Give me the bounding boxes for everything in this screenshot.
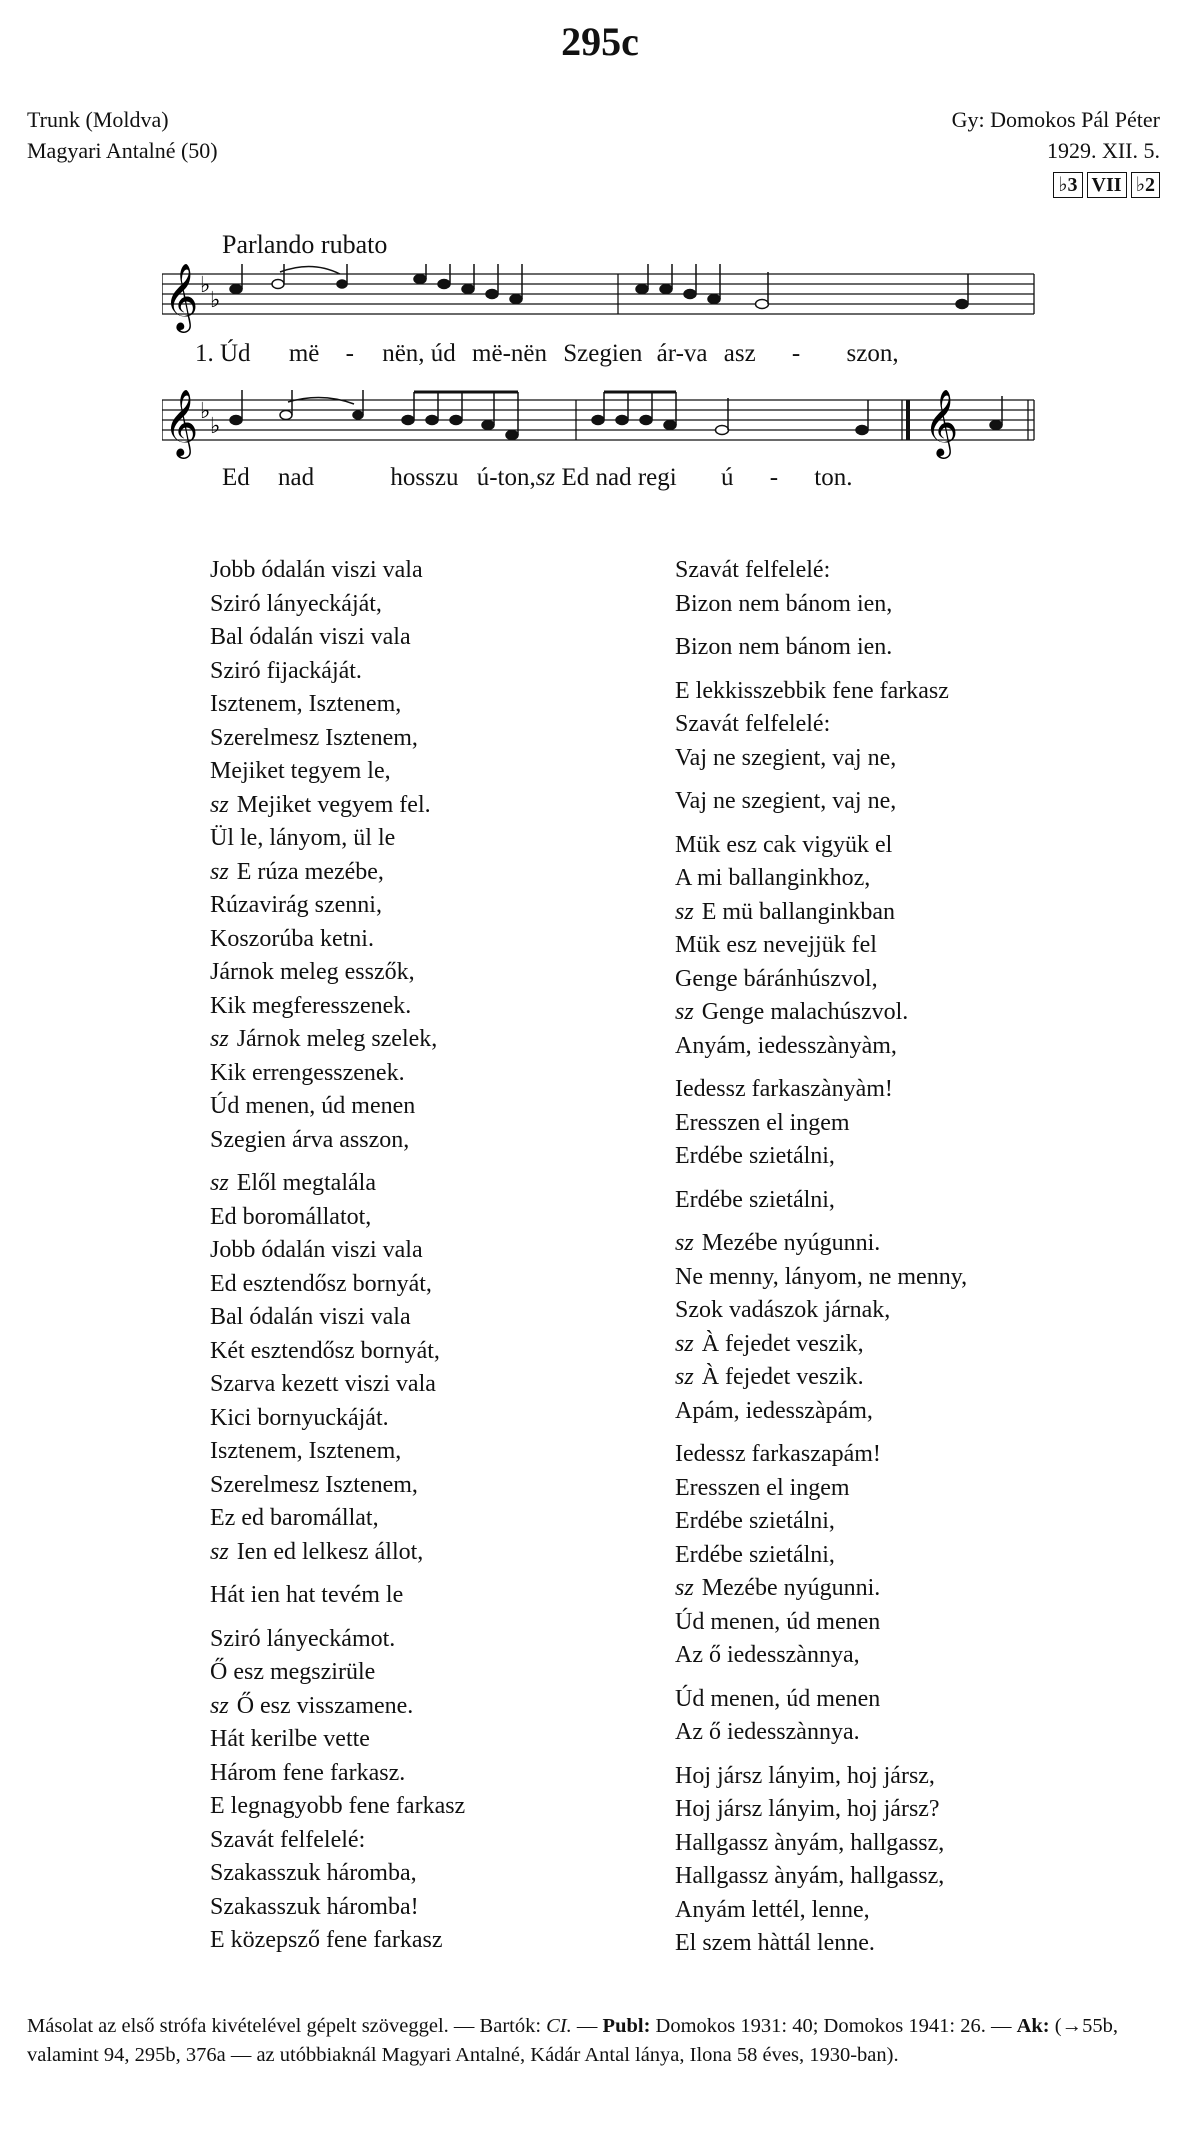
- verse-line: [675, 1361, 967, 1395]
- verse-text: Mük esz nevejjük fel: [675, 932, 877, 958]
- svg-text:♭: ♭: [210, 414, 221, 439]
- verse-text: Szegien árva asszon,: [210, 1126, 410, 1153]
- syllable: nad: [278, 464, 315, 491]
- verse-text: Eresszen el ingem: [675, 1109, 850, 1136]
- tempo-marking: Parlando rubato: [222, 230, 388, 259]
- verse-line: [210, 1268, 465, 1302]
- verse-line: [675, 1505, 967, 1539]
- verse-line: [675, 588, 967, 622]
- verse-line: [210, 923, 465, 957]
- verse-text: Erdébe szietálni,: [675, 1143, 835, 1169]
- verse-text: E közepsző fene farkasz: [210, 1927, 443, 1953]
- singer: Magyari Antalné (50): [27, 138, 218, 163]
- treble-clef-icon: 𝄞: [164, 264, 199, 330]
- verse-text: Úd menen, úd menen: [675, 1685, 881, 1712]
- verse-text: Szerelmesz Isztenem,: [210, 724, 418, 751]
- verse-line: [675, 929, 967, 963]
- verse-text: Erdébe szietálni,: [675, 1186, 835, 1213]
- syllable: nad: [595, 464, 632, 491]
- verse-line: [210, 789, 465, 823]
- syllable: Ed: [561, 464, 590, 491]
- verse-text: Ő esz visszamene.: [236, 1692, 414, 1719]
- verse-text: Isztenem, Isztenem,: [210, 691, 402, 717]
- verse-text: Hoj jársz lányim, hoj jársz?: [675, 1796, 940, 1822]
- syllable: szon,: [846, 340, 899, 367]
- svg-text:♭: ♭: [210, 288, 221, 313]
- verse-line: [675, 963, 967, 997]
- verse-text: Úd menen, úd menen: [675, 1608, 881, 1635]
- verse-line: [210, 1435, 465, 1469]
- verse-line: [210, 1623, 465, 1657]
- verse-text: Apám, iedesszàpám,: [675, 1397, 873, 1424]
- verse-line: [210, 889, 465, 923]
- verse-text: Szarva kezett viszi vala: [210, 1371, 436, 1397]
- verse-line: [210, 621, 465, 655]
- verse-text: Iedessz farkaszànyàm!: [675, 1076, 893, 1102]
- sz-marker: sz: [675, 1364, 694, 1390]
- syllable: -: [769, 464, 779, 491]
- verse-line: [210, 588, 465, 622]
- sz-marker: sz: [210, 858, 229, 885]
- verse-text: Hoj jársz lányim, hoj jársz,: [675, 1762, 935, 1789]
- verse-line: [675, 896, 967, 930]
- verse-text: Ne menny, lányom, ne menny,: [675, 1263, 968, 1290]
- verse-text: Ez ed baromállat,: [210, 1505, 379, 1531]
- verse-text: Elől megtalála: [236, 1170, 376, 1196]
- verse-text: Vaj ne szegient, vaj ne,: [675, 744, 897, 771]
- verse-line: [675, 1793, 967, 1827]
- verse-text: Ül le, lányom, ül le: [210, 825, 396, 851]
- verse-text: Isztenem, Isztenem,: [210, 1438, 402, 1464]
- verse-text: Hát kerilbe vette: [210, 1726, 370, 1752]
- sz-marker: sz: [210, 791, 229, 818]
- svg-text:♭: ♭: [200, 399, 211, 424]
- verse-text: Ő esz megszirüle: [210, 1659, 376, 1685]
- verse-line: [210, 1090, 465, 1124]
- lyrics-column-left: [210, 554, 465, 1958]
- footnote-ci: CI.: [546, 2015, 572, 2037]
- syllable: -: [791, 340, 801, 367]
- verse-text: À fejedet veszik.: [701, 1364, 864, 1390]
- verse-text: Jobb ódalán viszi vala: [210, 1237, 423, 1263]
- verse-line: [675, 1572, 967, 1606]
- verse-text: Hallgassz ànyám, hallgassz,: [675, 1863, 945, 1889]
- verse-text: À fejedet veszik,: [701, 1330, 864, 1357]
- verse-text: Úd menen, úd menen: [210, 1093, 416, 1119]
- sz-marker: sz: [675, 1230, 694, 1256]
- verse-text: Mezébe nyúgunni.: [701, 1575, 881, 1601]
- cadence-box: ♭2: [1131, 172, 1160, 198]
- verse-text: E legnagyobb fene farkasz: [210, 1793, 466, 1819]
- verse-line: [210, 1402, 465, 1436]
- verse-line: [210, 1790, 465, 1824]
- verse-line: [675, 996, 967, 1030]
- sz-marker: sz: [210, 1538, 229, 1565]
- verse-text: Mezébe nyúgunni.: [701, 1230, 881, 1256]
- verse-line: [675, 1927, 967, 1961]
- sz-marker: sz: [675, 999, 694, 1025]
- syllable: ár-va: [656, 340, 708, 367]
- lyrics-column-right: [675, 554, 967, 1961]
- verse-line: [675, 1261, 967, 1295]
- verse-line: [210, 1723, 465, 1757]
- verse-text: Eresszen el ingem: [675, 1474, 850, 1501]
- verse-line: [675, 785, 967, 819]
- verse-text: Kik megferesszenek.: [210, 992, 412, 1019]
- syllable: Ed: [222, 464, 250, 491]
- syllable: më-nën: [472, 340, 548, 367]
- footnote-ak-label: Ak:: [1016, 2015, 1050, 2037]
- verse-line: [210, 990, 465, 1024]
- verse-text: Kici bornyuckáját.: [210, 1404, 389, 1431]
- verse-text: Bizon nem bánom ien,: [675, 590, 893, 617]
- verse-line: [675, 829, 967, 863]
- verse-text: Genge báránhúszvol,: [675, 965, 878, 992]
- verse-line: [675, 1140, 967, 1174]
- verse-line: [675, 1328, 967, 1362]
- verse-line: [675, 1716, 967, 1750]
- sz-marker: sz: [675, 1575, 694, 1601]
- verse-line: [210, 1891, 465, 1925]
- verse-line: [210, 1857, 465, 1891]
- verse-text: Vaj ne szegient, vaj ne,: [675, 788, 897, 814]
- verse-text: A mi ballanginkhoz,: [675, 865, 871, 891]
- verse-line: [210, 688, 465, 722]
- verse-text: Ed boromállatot,: [210, 1203, 372, 1230]
- verse-text: Szavát felfelelé:: [675, 557, 831, 583]
- syllable: 1. Úd: [195, 340, 251, 367]
- footnote-dash: —: [571, 2015, 603, 2037]
- verse-text: Ed esztendősz bornyát,: [210, 1270, 432, 1297]
- sz-marker: sz: [535, 464, 556, 491]
- syllable: Szegien: [563, 340, 643, 367]
- verse-text: Az ő iedesszànnya.: [675, 1719, 860, 1745]
- verse-text: Járnok meleg esszők,: [210, 959, 415, 985]
- verse-line: [210, 722, 465, 756]
- verse-line: [210, 1234, 465, 1268]
- verse-text: Szakasszuk háromba!: [210, 1893, 419, 1920]
- verse-line: [675, 862, 967, 896]
- verse-text: Rúzavirág szenni,: [210, 892, 382, 918]
- verse-text: Ien ed lelkesz állot,: [236, 1538, 424, 1565]
- verse-line: [210, 956, 465, 990]
- verse-line: [210, 1536, 465, 1570]
- verse-text: Szakasszuk háromba,: [210, 1860, 417, 1886]
- verse-text: Szavát felfelelé:: [210, 1826, 366, 1853]
- verse-text: Sziró lányeckáját,: [210, 590, 382, 617]
- footnote-intro: Másolat az első strófa kivételével gépelt szöveggel. — Bartók:: [27, 2015, 547, 2037]
- meta-left: [27, 104, 218, 166]
- footnote: [27, 2012, 1177, 2070]
- verse-line: [675, 675, 967, 709]
- verse-text: E rúza mezébe,: [236, 858, 384, 885]
- verse-text: Anyám lettél, lenne,: [675, 1896, 870, 1923]
- footnote-publ: Domokos 1931: 40; Domokos 1941: 26. —: [650, 2015, 1017, 2037]
- verse-text: Anyám, iedesszànyàm,: [675, 1032, 897, 1059]
- footnote-ak: (→55b, valamint 94, 295b, 376a — az utóbbiaknál Magyari Antalné, Kádár Antal lánya, Ilona 58 éves, 1930-ban).: [27, 2015, 1118, 2066]
- verse-text: Bizon nem bánom ien.: [675, 634, 893, 660]
- verse-line: [210, 755, 465, 789]
- verse-line: [210, 1301, 465, 1335]
- verse-line: [675, 1184, 967, 1218]
- verse-line: [210, 856, 465, 890]
- verse-line: [675, 1030, 967, 1064]
- lyric-line-1: [195, 340, 899, 368]
- treble-clef-icon: 𝄞: [924, 390, 959, 456]
- verse-line: [210, 1057, 465, 1091]
- verse-line: [675, 1606, 967, 1640]
- syllable: ú: [720, 464, 734, 491]
- verse-text: Erdébe szietálni,: [675, 1508, 835, 1534]
- syllable: ú-ton,: [476, 464, 536, 491]
- verse-line: [210, 1167, 465, 1201]
- verse-line: [675, 1894, 967, 1928]
- verse-line: [675, 1472, 967, 1506]
- music-staff-1: [162, 264, 1042, 344]
- verse-text: Két esztendősz bornyát,: [210, 1337, 440, 1364]
- treble-clef-icon: 𝄞: [164, 390, 199, 456]
- verse-line: [675, 1227, 967, 1261]
- syllable: ton.: [814, 464, 853, 491]
- verse-text: Bal ódalán viszi vala: [210, 1304, 411, 1330]
- verse-line: [210, 655, 465, 689]
- verse-text: Jobb ódalán viszi vala: [210, 557, 423, 583]
- verse-text: Hát ien hat tevém le: [210, 1582, 404, 1608]
- verse-text: Koszorúba ketni.: [210, 925, 374, 952]
- verse-line: [675, 631, 967, 665]
- verse-text: E mü ballanginkban: [701, 898, 895, 925]
- syllable: -: [345, 340, 354, 367]
- verse-text: Mejiket vegyem fel.: [236, 791, 431, 818]
- verse-line: [210, 1690, 465, 1724]
- verse-text: Szavát felfelelé:: [675, 711, 831, 737]
- verse-line: [675, 1760, 967, 1794]
- verse-line: [210, 1124, 465, 1158]
- collection-date: 1929. XII. 5.: [1046, 138, 1160, 163]
- syllable: hosszu: [390, 464, 459, 491]
- verse-text: Járnok meleg szelek,: [236, 1026, 438, 1052]
- place: Trunk (Moldva): [27, 107, 169, 132]
- syllable: regi: [637, 464, 677, 491]
- verse-text: Kik errengesszenek.: [210, 1059, 405, 1086]
- sz-marker: sz: [210, 1692, 229, 1719]
- cadence-box: ♭3: [1053, 172, 1082, 198]
- verse-line: [210, 1023, 465, 1057]
- verse-text: Iedessz farkaszapám!: [675, 1441, 881, 1467]
- meta-right: [952, 104, 1160, 199]
- verse-line: [675, 1639, 967, 1673]
- sz-marker: sz: [675, 1330, 694, 1357]
- verse-line: [210, 1924, 465, 1958]
- verse-line: [210, 1824, 465, 1858]
- verse-line: [675, 1860, 967, 1894]
- cadence-boxes: [952, 168, 1160, 199]
- syllable: më: [288, 340, 320, 367]
- verse-line: [210, 554, 465, 588]
- verse-text: E lekkisszebbik fene farkasz: [675, 677, 949, 704]
- verse-text: Bal ódalán viszi vala: [210, 624, 411, 650]
- verse-line: [675, 1539, 967, 1573]
- footnote-publ-label: Publ:: [602, 2015, 651, 2037]
- verse-line: [675, 1438, 967, 1472]
- verse-line: [210, 1368, 465, 1402]
- verse-line: [675, 1395, 967, 1429]
- syllable: asz: [723, 340, 756, 367]
- verse-line: [675, 708, 967, 742]
- verse-line: [210, 1502, 465, 1536]
- verse-text: El szem hàttál lenne.: [675, 1930, 875, 1956]
- verse-text: Szok vadászok járnak,: [675, 1297, 891, 1323]
- verse-text: Sziró lányeckámot.: [210, 1625, 396, 1652]
- verse-line: [210, 1469, 465, 1503]
- svg-text:♭: ♭: [200, 273, 211, 298]
- song-number: 295c: [561, 19, 639, 64]
- verse-line: [210, 1335, 465, 1369]
- verse-line: [210, 1757, 465, 1791]
- sz-marker: sz: [675, 898, 694, 925]
- verse-text: Erdébe szietálni,: [675, 1541, 835, 1568]
- lyric-line-2: [222, 464, 853, 492]
- verse-text: Szerelmesz Isztenem,: [210, 1471, 418, 1498]
- verse-text: Genge malachúszvol.: [701, 999, 909, 1025]
- sz-marker: sz: [210, 1026, 229, 1052]
- verse-line: [210, 1656, 465, 1690]
- verse-line: [675, 1073, 967, 1107]
- verse-line: [675, 1683, 967, 1717]
- verse-line: [210, 1201, 465, 1235]
- verse-text: Az ő iedesszànnya,: [675, 1642, 860, 1668]
- verse-text: Hallgassz ànyám, hallgassz,: [675, 1829, 945, 1856]
- verse-line: [675, 1827, 967, 1861]
- music-staff-2: [162, 390, 1042, 470]
- verse-line: [675, 1294, 967, 1328]
- cadence-box: VII: [1087, 172, 1127, 198]
- verse-text: Mük esz cak vigyük el: [675, 831, 893, 858]
- collector: Gy: Domokos Pál Péter: [951, 107, 1160, 132]
- verse-line: [675, 742, 967, 776]
- verse-line: [675, 554, 967, 588]
- verse-text: Mejiket tegyem le,: [210, 758, 391, 784]
- sz-marker: sz: [210, 1170, 229, 1196]
- verse-line: [210, 1579, 465, 1613]
- verse-line: [675, 1107, 967, 1141]
- verse-text: Három fene farkasz.: [210, 1759, 406, 1786]
- verse-line: [210, 822, 465, 856]
- syllable: nën, úd: [382, 340, 456, 367]
- verse-text: Sziró fijackáját.: [210, 657, 362, 684]
